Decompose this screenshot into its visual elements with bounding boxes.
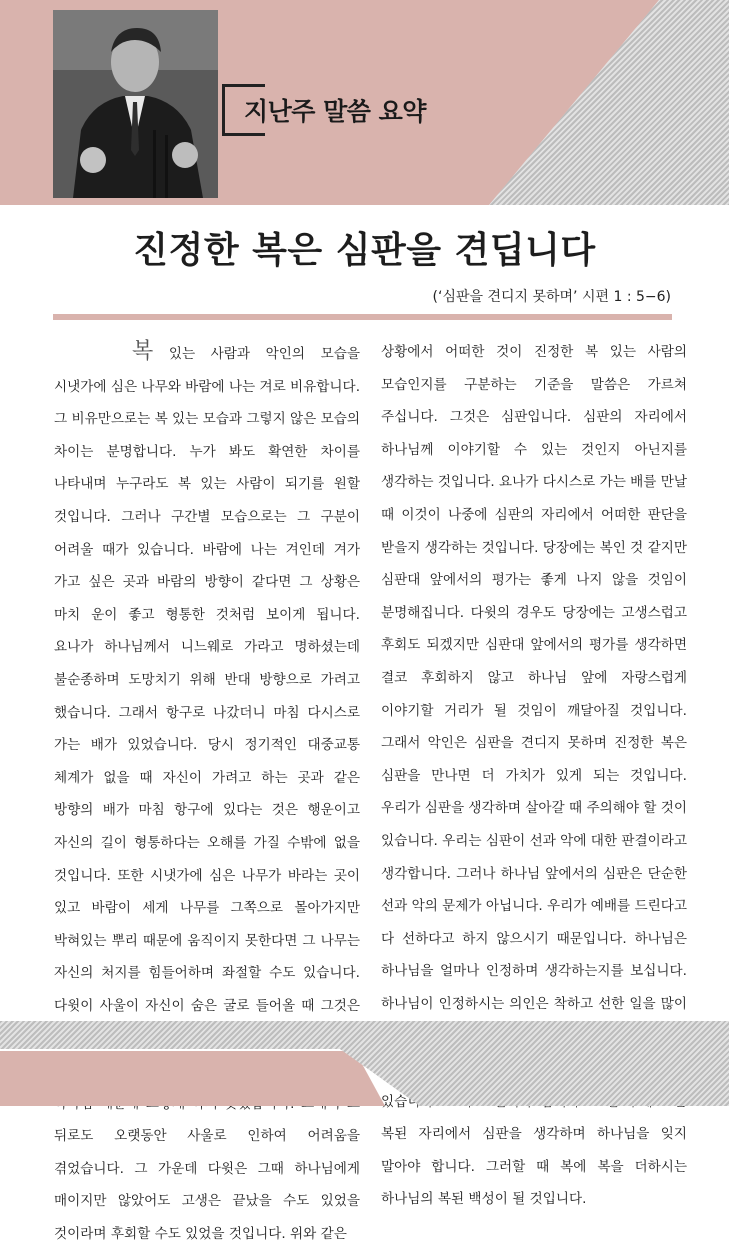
left-column-paragraph	[54, 336, 360, 1251]
article-title: 진정한 복은 심판을 견딥니다	[133, 229, 596, 271]
right-column-text: 상황에서 어떠한 것이 진정한 복 있는 사람의 모습인지를 구분하는 기준을 말씀은 가르쳐 주십니다. 그것은 심판입니다. 심판의 자리에서 하나님께 이야기할 수 있는 것인지 아닌지를 생각하는 것입니다. 요나가 다시스로 가는 배를 만날 때 이것이 나중에 심판의 자리에서 어떠한 판단을 받을지 생각하는 것입니다. 당장에는 복인 것 같지만 심판대 앞에서의 평가는 좋게 나지 않을 것임이 분명해집니다. 다윗의 경우도 당장에는 고생스럽고 후회도 되겠지만 심판대 앞에서의 평가를 생각하면 결코 후회하지 않고 하나님 앞에 자랑스럽게 이야기할 거리가 될 것임이 깨달아질 것입니다. 그래서 악인은 심판을 견디지 못하며 진정한 복은 심판을 만나면 더 가치가 있게 되는 것입니다. 우리가 심판을 생각하며 살아갈 때 주의해야 할 것이 있습니다. 우리는 심판이 선과 악에 대한 판결이라고 생각합니다. 그러나 하나님 앞에서의 심판은 단순한 선과 악의 문제가 아닙니다. 우리가 예배를 드린다고 다 선하다고 하지 않으시기 때문입니다. 하나님은 하나님을 얼마나 인정하며 생각하는지를 보십니다. 하나님이 인정하시는 의인은 착하고 선한 일을 많이 있습니다. 복된 자리에서 심판을 생각하며 하나님을 잊지 말아야 합니다. 그러할 때 복에 복을 더하시는 하나님의 복된 백성이 될 것입니다.	[381, 344, 688, 1208]
speaker-photo	[53, 10, 218, 198]
left-column-text: 있는 사람과 악인의 모습을 시냇가에 심은 나무와 바람에 나는 겨로 비유합니다. 그 비유만으로는 복 있는 모습과 그렇지 않은 모습의 차이는 분명합니다. 누가 봐도 확연한 차이를 나타내며 누구라도 복 있는 사람이 되기를 원할 것입니다. 그러나 구간별 모습으로는 그 구분이 어려울 때가 있습니다. 바람에 나는 겨인데 겨가 가고 싶은 곳과 바람의 방향이 같다면 그 상황은 마치 운이 좋고 형통한 것처럼 보이게 됩니다. 요나가 하나님께서 니느웨로 가라고 명하셨는데 불순종하며 도망치기 위해 반대 방향으로 가려고 했습니다. 그래서 항구로 나갔더니 마침 다시스로 가는 배가 있었습니다. 당시 정기적인 대중교통 체계가 없을 때 자신이 가려고 하는 곳과 같은 방향의 배가 마침 항구에 있다는 것은 행운이고 자신의 길이 형통하다는 오해를 가질 수밖에 없을 것입니다. 또한 시냇가에 심은 나무가 바라는 곳이 있고 바람이 세게 나무를 그쪽으로 몰아가지만 박혀있는 뿌리 때문에 움직이지 못한다면 그 나무는 자신의 처지를 힘들어하며 좌절할 수도 있습니다. 다윗이 사울이 자신이 숨은 굴로 들어올 때 그것은 뒤로도 오랫동안 사울로 인하여 어려움을 겪었습니다. 그 가운데 다윗은 그때 하나님에게 매이지만 않았어도 고생은 끝났을 수도 있었을 것이라며 후회할 수도 있었을 것입니다. 위와 같은	[54, 346, 361, 1243]
footer-band	[0, 1021, 729, 1106]
article-column-left	[54, 336, 360, 1251]
section-label: 지난주 말씀 요약	[240, 92, 430, 128]
scripture-reference: (‘심판을 견디지 못하며’ 시편 1 : 5−6)	[432, 289, 671, 305]
title-divider	[53, 314, 672, 320]
speaker-photo-image	[53, 10, 218, 198]
drop-cap: 복	[132, 339, 154, 364]
